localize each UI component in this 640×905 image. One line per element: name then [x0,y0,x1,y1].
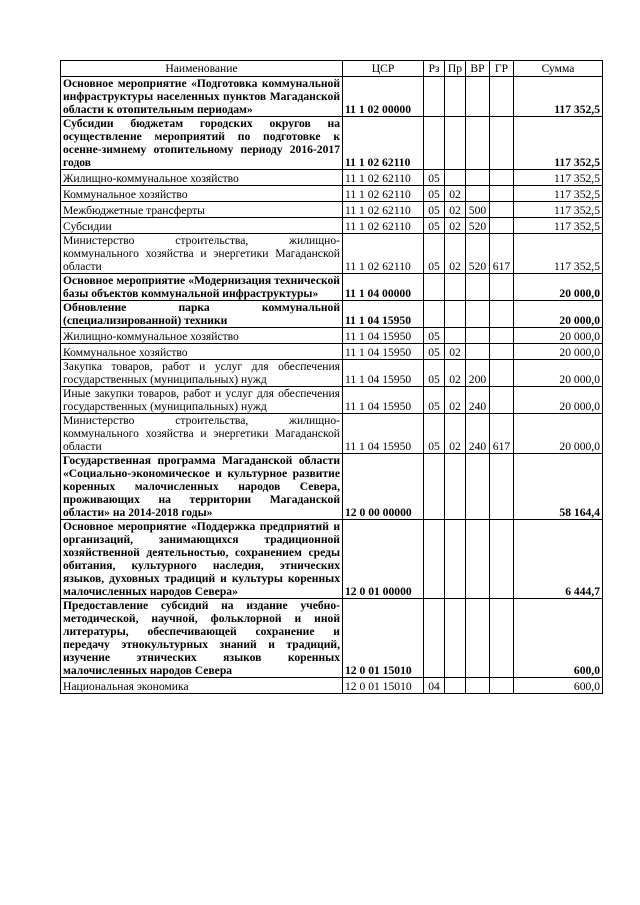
header-row [61,61,603,77]
header-name: Наименование [61,61,343,77]
row-vr [466,678,490,694]
row-name: Коммунальное хозяйство [61,344,343,360]
row-rz: 05 [424,218,445,234]
row-rz: 05 [424,234,445,274]
row-pr [445,77,466,117]
row-name: Обновление парка коммунальной (специализированной) техники [61,301,343,328]
row-name: Министерство строительства, жилищно-коммунального хозяйства и энергетики Магаданской области [61,414,343,454]
table-row [61,328,603,344]
row-gr [490,344,514,360]
row-csr: 11 1 04 15950 [343,301,424,328]
row-csr: 11 1 02 62110 [343,234,424,274]
table-row [61,301,603,328]
row-csr: 11 1 02 62110 [343,170,424,186]
row-csr: 11 1 02 62110 [343,218,424,234]
row-pr: 02 [445,186,466,202]
row-sum: 6 444,7 [514,520,603,599]
row-pr [445,170,466,186]
row-name: Межбюджетные трансферты [61,202,343,218]
row-name: Жилищно-коммунальное хозяйство [61,328,343,344]
row-gr [490,328,514,344]
row-gr [490,202,514,218]
row-vr [466,599,490,678]
row-sum: 600,0 [514,678,603,694]
header-pr: Пр [445,61,466,77]
row-vr [466,117,490,170]
row-gr [490,599,514,678]
table-row [61,170,603,186]
row-rz: 05 [424,387,445,414]
row-gr [490,360,514,387]
row-sum: 117 352,5 [514,170,603,186]
row-gr [490,301,514,328]
row-name: Коммунальное хозяйство [61,186,343,202]
row-csr: 12 0 00 00000 [343,454,424,520]
row-rz: 05 [424,328,445,344]
row-csr: 11 1 04 15950 [343,328,424,344]
header-csr: ЦСР [343,61,424,77]
row-name: Министерство строительства, жилищно-коммунального хозяйства и энергетики Магаданской области [61,234,343,274]
row-pr: 02 [445,218,466,234]
row-rz [424,301,445,328]
row-vr [466,170,490,186]
row-sum: 20 000,0 [514,274,603,301]
table-row [61,234,603,274]
table-row [61,360,603,387]
row-rz [424,599,445,678]
row-pr: 02 [445,414,466,454]
row-gr [490,454,514,520]
row-gr [490,170,514,186]
row-csr: 11 1 04 15950 [343,414,424,454]
row-pr [445,117,466,170]
row-vr [466,328,490,344]
row-vr: 240 [466,387,490,414]
row-name: Субсидии бюджетам городских округов на осуществление мероприятий по подготовке к осенне-зимнему отопительному периоду 2016-2017 годов [61,117,343,170]
row-gr [490,218,514,234]
table-row [61,599,603,678]
row-sum: 20 000,0 [514,344,603,360]
row-pr: 02 [445,234,466,274]
table-row [61,202,603,218]
header-vr: ВР [466,61,490,77]
row-name: Жилищно-коммунальное хозяйство [61,170,343,186]
row-pr [445,520,466,599]
row-csr: 12 0 01 00000 [343,520,424,599]
row-rz [424,117,445,170]
row-pr [445,328,466,344]
row-name: Основное мероприятие «Подготовка коммунальной инфраструктуры населенных пунктов Магаданской области к отопительным периодам» [61,77,343,117]
row-pr [445,274,466,301]
row-vr: 520 [466,218,490,234]
row-name: Предоставление субсидий на издание учебно-методической, научной, фольклорной и иной литературы, обеспечивающей сохранение и передачу этнокультурных знаний и традиций, изучение этнических языков коренных малочисленных народов Севера [61,599,343,678]
row-pr [445,301,466,328]
table-row [61,678,603,694]
row-rz [424,274,445,301]
table-row [61,520,603,599]
row-name: Закупка товаров, работ и услуг для обеспечения государственных (муниципальных) нужд [61,360,343,387]
row-sum: 20 000,0 [514,387,603,414]
row-csr: 11 1 04 15950 [343,360,424,387]
row-sum: 20 000,0 [514,328,603,344]
row-vr [466,301,490,328]
table-row [61,414,603,454]
row-name: Государственная программа Магаданской области «Социально-экономическое и культурное развитие коренных малочисленных народов Севера, проживающих на территории Магаданской области» на 2014-2018 годы» [61,454,343,520]
row-pr: 02 [445,360,466,387]
row-name: Основное мероприятие «Модернизация технической базы объектов коммунальной инфраструктуры» [61,274,343,301]
row-rz: 05 [424,414,445,454]
row-rz [424,77,445,117]
row-csr: 11 1 02 62110 [343,202,424,218]
row-rz: 04 [424,678,445,694]
row-name: Иные закупки товаров, работ и услуг для обеспечения государственных (муниципальных) нужд [61,387,343,414]
row-rz: 05 [424,186,445,202]
row-gr [490,77,514,117]
row-sum: 117 352,5 [514,77,603,117]
row-vr [466,454,490,520]
row-rz: 05 [424,360,445,387]
row-csr: 11 1 04 00000 [343,274,424,301]
row-vr [466,520,490,599]
row-gr [490,387,514,414]
row-name: Субсидии [61,218,343,234]
row-sum: 117 352,5 [514,218,603,234]
row-sum: 117 352,5 [514,186,603,202]
row-csr: 12 0 01 15010 [343,678,424,694]
row-vr: 520 [466,234,490,274]
table-row [61,387,603,414]
row-gr [490,520,514,599]
row-vr: 200 [466,360,490,387]
table-row [61,77,603,117]
row-csr: 11 1 02 62110 [343,186,424,202]
row-gr [490,678,514,694]
table-row [61,186,603,202]
table-row [61,117,603,170]
row-name: Национальная экономика [61,678,343,694]
row-rz: 05 [424,202,445,218]
row-vr [466,77,490,117]
row-vr: 240 [466,414,490,454]
row-gr [490,117,514,170]
row-vr [466,344,490,360]
row-pr [445,599,466,678]
row-sum: 20 000,0 [514,414,603,454]
row-rz: 05 [424,170,445,186]
row-sum: 20 000,0 [514,360,603,387]
row-vr: 500 [466,202,490,218]
row-csr: 11 1 04 15950 [343,344,424,360]
row-sum: 58 164,4 [514,454,603,520]
row-gr [490,186,514,202]
budget-table [60,60,603,694]
row-vr [466,186,490,202]
row-vr [466,274,490,301]
header-sum: Сумма [514,61,603,77]
row-csr: 11 1 02 00000 [343,77,424,117]
row-pr: 02 [445,202,466,218]
header-gr: ГР [490,61,514,77]
row-sum: 117 352,5 [514,234,603,274]
header-rz: Рз [424,61,445,77]
row-pr: 02 [445,344,466,360]
table-row [61,274,603,301]
row-gr: 617 [490,414,514,454]
row-sum: 117 352,5 [514,202,603,218]
table-row [61,218,603,234]
row-pr [445,454,466,520]
row-csr: 11 1 04 15950 [343,387,424,414]
row-rz [424,520,445,599]
row-rz [424,454,445,520]
row-sum: 600,0 [514,599,603,678]
table-row [61,344,603,360]
row-gr: 617 [490,234,514,274]
row-csr: 11 1 02 62110 [343,117,424,170]
row-pr [445,678,466,694]
row-sum: 117 352,5 [514,117,603,170]
row-gr [490,274,514,301]
row-sum: 20 000,0 [514,301,603,328]
row-csr: 12 0 01 15010 [343,599,424,678]
row-name: Основное мероприятие «Поддержка предприятий и организаций, занимающихся традиционной хозяйственной деятельностью, сохранением среды обитания, культурного наследия, этнических языков, духовных традиций и культуры коренных малочисленных народов Севера» [61,520,343,599]
row-pr: 02 [445,387,466,414]
table-row [61,454,603,520]
row-rz: 05 [424,344,445,360]
